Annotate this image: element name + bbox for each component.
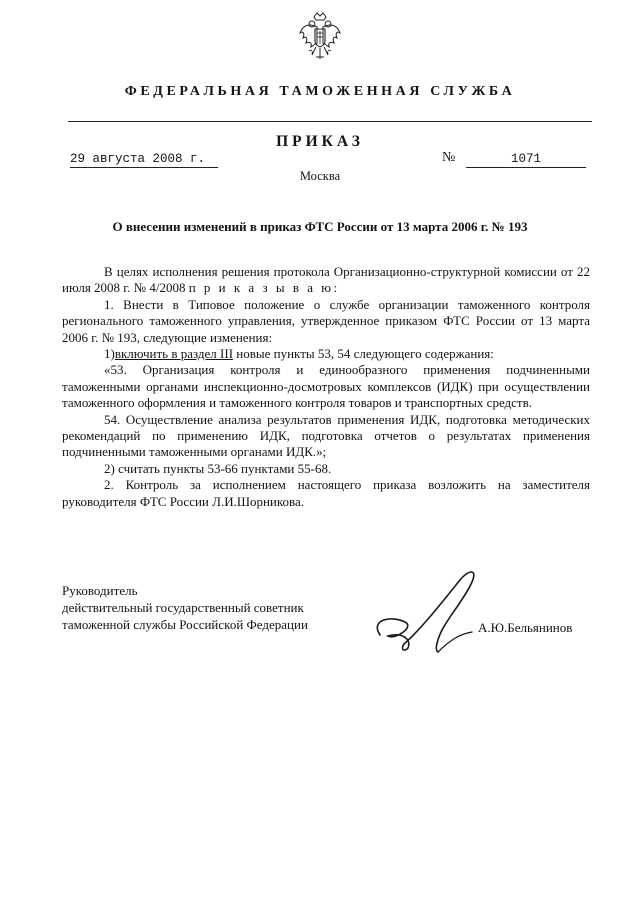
coat-of-arms-icon <box>297 11 343 63</box>
order-number: 1071 <box>466 152 586 168</box>
paragraph-point-53: «53. Организация контроля и единообразного применения подчиненными таможенными органами инспекционно-досмотровых комплексов (ИДК) при осуществлении таможенного оформления и таможенного контроля товаров и транспортных средств. <box>62 362 590 411</box>
paragraph-item-2: 2. Контроль за исполнением настоящего приказа возложить на заместителя руководителя ФТС России Л.И.Шорникова. <box>62 477 590 509</box>
order-verb: п р и к а з ы в а ю: <box>188 280 340 296</box>
signer-line-1: Руководитель <box>62 583 138 598</box>
document-type-title: ПРИКАЗ <box>276 133 364 150</box>
preamble-text: В целях исполнения решения протокола Организационно-структурной комиссии от 22 июля 2008 г. № 4/2008 <box>62 264 590 296</box>
agency-name: ФЕДЕРАЛЬНАЯ ТАМОЖЕННАЯ СЛУЖБА <box>124 84 516 99</box>
paragraph-subitem-1 <box>62 346 590 362</box>
order-body <box>62 264 590 510</box>
signer-title <box>62 582 308 633</box>
signer-line-3: таможенной службы Российской Федерации <box>62 617 308 632</box>
subitem-insertion: включить в раздел III <box>114 346 234 362</box>
paragraph-item-1: 1. Внести в Типовое положение о службе организации таможенного контроля регионального таможенного управления, утвержденное приказом ФТС России от 13 марта 2006 г. № 193, следующие изменения: <box>62 296 590 345</box>
order-city: Москва <box>299 169 341 183</box>
subitem-text: новые пункты 53, 54 следующего содержания: <box>233 346 494 362</box>
paragraph-point-54: 54. Осуществление анализа результатов применения ИДК, подготовка методических рекомендаций по применению ИДК, подготовка отчетов о результатах применения подчиненными таможенными органами ИДК.»; <box>62 411 590 460</box>
number-sign: № <box>442 150 456 165</box>
signer-line-2: действительный государственный советник <box>62 600 304 615</box>
subitem-number: 1) <box>104 346 115 362</box>
order-subject: О внесении изменений в приказ ФТС России от 13 марта 2006 г. № 193 <box>112 219 528 234</box>
header-divider <box>68 121 592 122</box>
paragraph-preamble <box>62 264 590 297</box>
order-date: 29 августа 2008 г. <box>70 152 218 168</box>
paragraph-subitem-2: 2) считать пункты 53-66 пунктами 55-68. <box>104 460 332 476</box>
signer-name: А.Ю.Бельянинов <box>478 620 573 635</box>
handwritten-signature-icon <box>360 560 490 660</box>
